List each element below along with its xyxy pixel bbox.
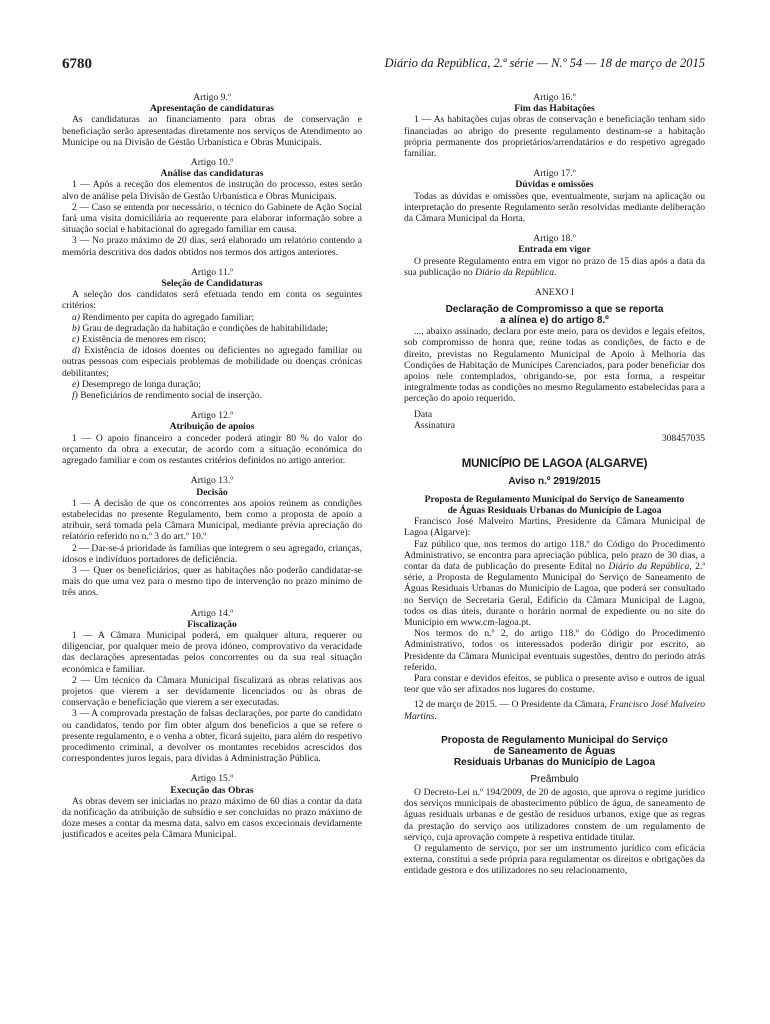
article-title: Execução das Obras	[170, 784, 254, 796]
list-item: e) Desemprego de longa duração;	[72, 378, 201, 390]
paragraph: Nos termos do n.º 2, do artigo 118.º do Código do Procedimento Administrativo, todos os interessados poderão dirigir por escrito, ao Presidente da Câmara Municipal eventuais sugestões, dentro do período atrás referido.	[404, 628, 705, 673]
proposal-title: Proposta de Regulamento Municipal do Serviço de Saneamento	[424, 493, 685, 505]
article-heading: Artigo 11.º	[190, 266, 234, 278]
article-heading: Artigo 14.º	[190, 607, 234, 619]
right-column	[404, 92, 705, 877]
article-heading: Artigo 16.º	[533, 92, 576, 103]
paragraph: 3 — Quer os beneficiários, quer as habitações não poderão candidatar-se mais do que uma vez para o mesmo tipo de intervenção no prazo mínimo de três anos.	[62, 564, 362, 599]
article-heading: Artigo 10.º	[190, 157, 234, 169]
regulation-title: Residuais Urbanas do Município de Lagoa	[453, 756, 656, 768]
paragraph: A seleção dos candidatos será efetuada tendo em conta os seguintes critérios:	[62, 289, 362, 312]
list-item: d) Existência de idosos doentes ou deficientes no agregado familiar ou outras pessoas com especiais problemas de mobilidade ou doenças crónicas debilitantes;	[62, 345, 362, 379]
paragraph: 1 — A decisão de que os concorrentes aos apoios reúnem as condições estabelecidas no presente Regulamento, bem como a proposta de apoio a atribuir, será tomada pela Câmara Municipal, mediante prévia apreciação do relatório referido no n.º 3 do art.º 10.º	[62, 497, 362, 543]
paragraph: Francisco José Malveiro Martins, Presidente da Câmara Municipal de Lagoa (Algarve):	[404, 516, 705, 539]
paragraph: Para constar e devidos efeitos, se publica o presente aviso e outros de igual teor que vão ser afixados nos lugares do costume.	[404, 672, 705, 696]
paragraph: O presente Regulamento entra em vigor no prazo de 15 dias após a data da sua publicação no Diário da República.	[404, 255, 705, 278]
article-heading: Artigo 15.º	[190, 773, 234, 785]
paragraph: 3 — No prazo máximo de 20 dias, será elaborado um relatório contendo a memória descritiva dos dados obtidos nos termos dos artigos anteriores.	[62, 235, 362, 258]
page-header	[62, 56, 705, 76]
list-item: f) Beneficiários de rendimento social de inserção.	[72, 390, 262, 402]
proposal-title: de Águas Residuais Urbanas do Município de Lagoa	[447, 504, 662, 516]
paragraph: ..., abaixo assinado, declara por este meio, para os devidos e legais efeitos, sob compromisso de honra que, reúne todas as condições, de facto e de direito, previstas no Regulamento Municipal de Apoio à Melhoria das Condições de Habitação de Munícipes Carenciados, para poder beneficiar dos apoios nele contemplados, obrigando-se, por esta forma, a respeitar integralmente todas as condições no mesmo Regulamento estabelecidas para a perceção do apoio requerido.	[404, 326, 705, 405]
notice-heading: Aviso n.º 2919/2015	[508, 476, 601, 488]
article-heading: Artigo 18.º	[533, 233, 576, 245]
article-title: Fiscalização	[187, 618, 237, 630]
list-item: b) Grau de degradação da habitação e condições de habitabilidade;	[72, 322, 328, 334]
paragraph: 3 — A comprovada prestação de falsas declarações, por parte do candidato ou candidatos, tendo por fim obter algum dos benefícios a que se refere o presente regulamento, e o venha a obter, ficará sujeito, para além do respetivo procedimento criminal, a devolver os montantes recebidos acrescidos dos correspondentes juros legais, para dívidas à Administração Pública.	[62, 708, 362, 765]
list-item: a) Rendimento per capita do agregado familiar;	[72, 311, 255, 323]
paragraph: 2 — Dar-se-á prioridade às famílias que integrem o seu agregado, crianças, idosos e indivíduos portadores de deficiência.	[62, 542, 362, 565]
paragraph: 1 — Após a receção dos elementos de instrução do processo, estes serão alvo de análise pela Divisão de Gestão Urbanística e Obras Municipais.	[62, 179, 362, 202]
paragraph: 2 — Caso se entenda por necessário, o técnico do Gabinete de Ação Social fará uma visita domiciliária ao requerente para elaborar informação sobre a situação social e habitacional do agregado familiar em causa.	[62, 201, 362, 236]
signature-line: 12 de março de 2015. — O Presidente da Câmara, Francisco José Malveiro Martins.	[404, 699, 705, 722]
declaration-title: Declaração de Compromisso a que se reporta	[445, 304, 664, 316]
paragraph: O Decreto-Lei n.º 194/2009, de 20 de agosto, que aprova o regime jurídico dos serviços municipais de abastecimento público de água, de saneamento de águas residuais urbanas e de gestão de resíduos urbanos, exige que as regras da prestação do serviço aos utilizadores constem de um regulamento de serviço, cuja aprovação compete à respetiva entidade titular.	[404, 786, 705, 843]
paragraph: 1 — As habitações cujas obras de conservação e beneficiação tenham sido financiadas ao abrigo do presente regulamento destinam-se a habitação própria permanente dos proprietários/arrendatários e do respetivo agregado familiar.	[404, 114, 705, 160]
page-number: 6780	[62, 56, 92, 72]
article-heading: Artigo 13.º	[190, 475, 234, 487]
article-title: Entrada em vigor	[518, 244, 591, 256]
regulation-title: de Saneamento de Águas	[493, 745, 616, 757]
article-heading: Artigo 17.º	[533, 168, 576, 180]
paragraph: As candidaturas ao financiamento para obras de conservação e beneficiação serão apresentadas diretamente nos serviços de Atendimento ao Munícipe ou na Divisão de Gestão Urbanística e Obras Municipais.	[62, 114, 362, 148]
paragraph: 1 — O apoio financeiro a conceder poderá atingir 80 % do valor do orçamento da obra a executar, de acordo com a situação económica do agregado familiar e com os restantes critérios definidos no artigo anterior.	[62, 432, 362, 467]
journal-title: Diário da República, 2.ª série — N.º 54 — 18 de março de 2015	[384, 56, 705, 70]
article-title: Atribuição de apoios	[169, 421, 255, 433]
preamble-heading: Preâmbulo	[530, 773, 579, 785]
article-title: Seleção de Candidaturas	[161, 278, 263, 290]
signature-label: Assinatura	[414, 419, 456, 431]
paragraph: 1 — A Câmara Municipal poderá, em qualquer altura, requerer ou diligenciar, por qualquer meio de prova idóneo, comprovativo da veracidade das declarações apresentadas pelos concorrentes ou da sua real situação económica e familiar.	[62, 629, 362, 675]
article-title: Fim das Habitações	[514, 103, 595, 115]
declaration-title: a alínea e) do artigo 8.º	[500, 315, 609, 327]
regulation-title: Proposta de Regulamento Municipal do Serviço	[441, 734, 668, 746]
paragraph: As obras devem ser iniciadas no prazo máximo de 60 dias a contar da data da notificação da atribuição de subsídio e ser concluídas no prazo máximo de doze meses a contar da mesma data, salvo em casos excecionais devidamente justificados e aceites pela Câmara Municipal.	[62, 795, 362, 841]
article-heading: Artigo 12.º	[190, 410, 234, 422]
annex-heading: ANEXO I	[534, 287, 575, 299]
paragraph: O regulamento de serviço, por ser um instrumento jurídico com eficácia externa, constitui a sede própria para regulamentar os direitos e obrigações da entidade gestora e dos utilizadores no seu relacionamento,	[404, 842, 705, 877]
list-item: c) Existência de menores em risco;	[72, 334, 206, 346]
article-heading: Artigo 9.º	[193, 92, 231, 103]
paragraph: Faz público que, nos termos do artigo 118.º do Código do Procedimento Administrativo, se encontra para apreciação pública, pelo prazo de 30 dias, a contar da data de publicação do presente Edital no Diário da República, 2.ª série, a Proposta de Regulamento Municipal do Serviço de Saneamento de Águas Residuais Urbanas do Município de Lagoa, que poderá ser consultado no Serviço de Secretaria Geral, Edifício da Câmara Municipal de Lagoa, todos os dias úteis, durante o horário normal de expediente ou no site do Município em www.cm-lagoa.pt.	[404, 538, 706, 628]
paragraph: Todas as dúvidas e omissões que, eventualmente, surjam na aplicação ou interpretação do presente Regulamento serão resolvidas mediante deliberação da Câmara Municipal da Horta.	[404, 190, 705, 225]
paragraph: 2 — Um técnico da Câmara Municipal fiscalizará as obras relativas aos projetos que vierem a ser devidamente licenciados ou às obras de conservação e beneficiação que vierem a ser executadas.	[62, 674, 362, 709]
article-title: Apresentação de candidaturas	[149, 103, 274, 115]
article-title: Análise das candidaturas	[160, 168, 264, 180]
article-title: Dúvidas e omissões	[515, 179, 594, 191]
left-column	[62, 92, 362, 841]
document-code: 308457035	[661, 433, 705, 445]
municipality-heading: MUNICÍPIO DE LAGOA (ALGARVE)	[461, 458, 648, 471]
article-title: Decisão	[196, 486, 228, 498]
data-label: Data	[414, 408, 433, 420]
